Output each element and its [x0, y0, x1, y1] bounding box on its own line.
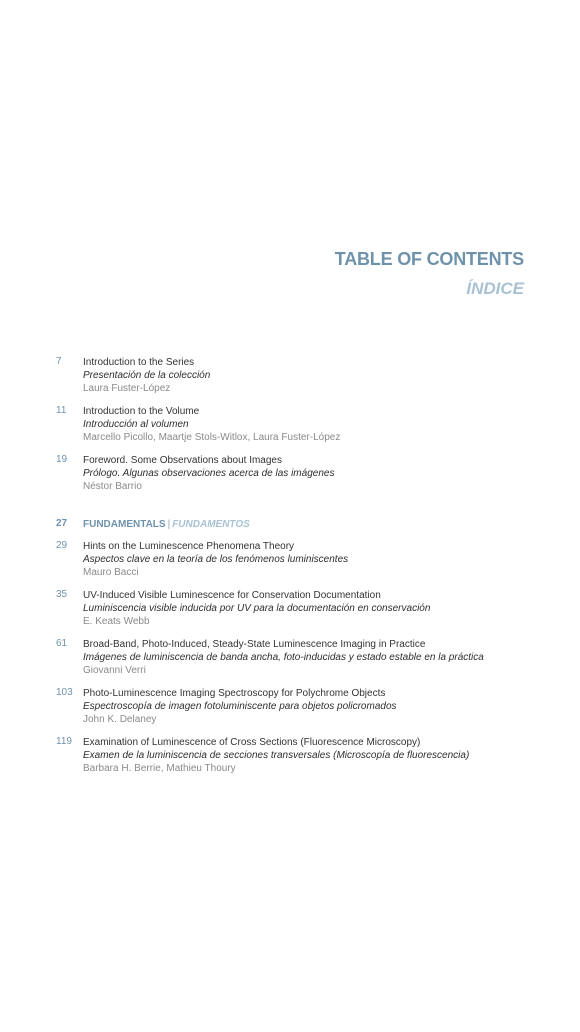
entry-authors: Laura Fuster-López: [83, 383, 171, 394]
section-title-es: FUNDAMENTOS: [172, 519, 250, 530]
entry-title-es: Imágenes de luminiscencia de banda ancha, foto-inducidas y estado estable en la práctica: [83, 652, 484, 663]
section-separator: |: [167, 519, 171, 530]
entry-title-es: Espectroscopía de imagen fotoluminiscente para objetos policromados: [83, 701, 397, 712]
page-number: 119: [56, 736, 72, 747]
page-number: 29: [56, 540, 68, 551]
page-number: 35: [56, 589, 68, 600]
entry-title-en: Examination of Luminescence of Cross Sections (Fluorescence Microscopy): [83, 737, 421, 748]
section-page-number: 27: [56, 518, 68, 529]
toc-subtitle: ÍNDICE: [466, 279, 524, 298]
entry-title-es: Presentación de la colección: [83, 370, 211, 381]
section-title-en: FUNDAMENTALS: [83, 519, 166, 530]
entry-title-es: Luminiscencia visible inducida por UV para la documentación en conservación: [83, 603, 431, 614]
entry-authors: E. Keats Webb: [83, 616, 150, 627]
entry-authors: Giovanni Verri: [83, 665, 146, 676]
entry-authors: Marcello Picollo, Maartje Stols-Witlox, Laura Fuster-López: [83, 432, 341, 443]
entry-title-en: Hints on the Luminescence Phenomena Theory: [83, 541, 295, 552]
page-number: 19: [56, 454, 68, 465]
entry-title-en: Introduction to the Series: [83, 357, 195, 368]
page-number: 11: [56, 405, 67, 416]
entry-title-es: Prólogo. Algunas observaciones acerca de las imágenes: [83, 468, 335, 479]
entry-authors: John K. Delaney: [83, 714, 157, 725]
page-number: 61: [56, 638, 68, 649]
entry-title-en: Introduction to the Volume: [83, 406, 200, 417]
entry-authors: Mauro Bacci: [83, 567, 139, 578]
entry-authors: Barbara H. Berrie, Mathieu Thoury: [83, 763, 236, 774]
entry-title-en: UV-Induced Visible Luminescence for Conservation Documentation: [83, 590, 381, 601]
entry-authors: Néstor Barrio: [83, 481, 142, 492]
entry-title-en: Broad-Band, Photo-Induced, Steady-State Luminescence Imaging in Practice: [83, 639, 426, 650]
page-number: 103: [56, 687, 73, 698]
toc-title: TABLE OF CONTENTS: [334, 249, 524, 269]
entry-title-es: Examen de la luminiscencia de secciones transversales (Microscopía de fluorescencia): [83, 750, 470, 761]
entry-title-es: Introducción al volumen: [83, 419, 189, 430]
entry-title-en: Photo-Luminescence Imaging Spectroscopy for Polychrome Objects: [83, 688, 386, 699]
page-number: 7: [56, 356, 62, 367]
entry-title-es: Aspectos clave en la teoría de los fenómenos luminiscentes: [83, 554, 349, 565]
entry-title-en: Foreword. Some Observations about Images: [83, 455, 282, 466]
